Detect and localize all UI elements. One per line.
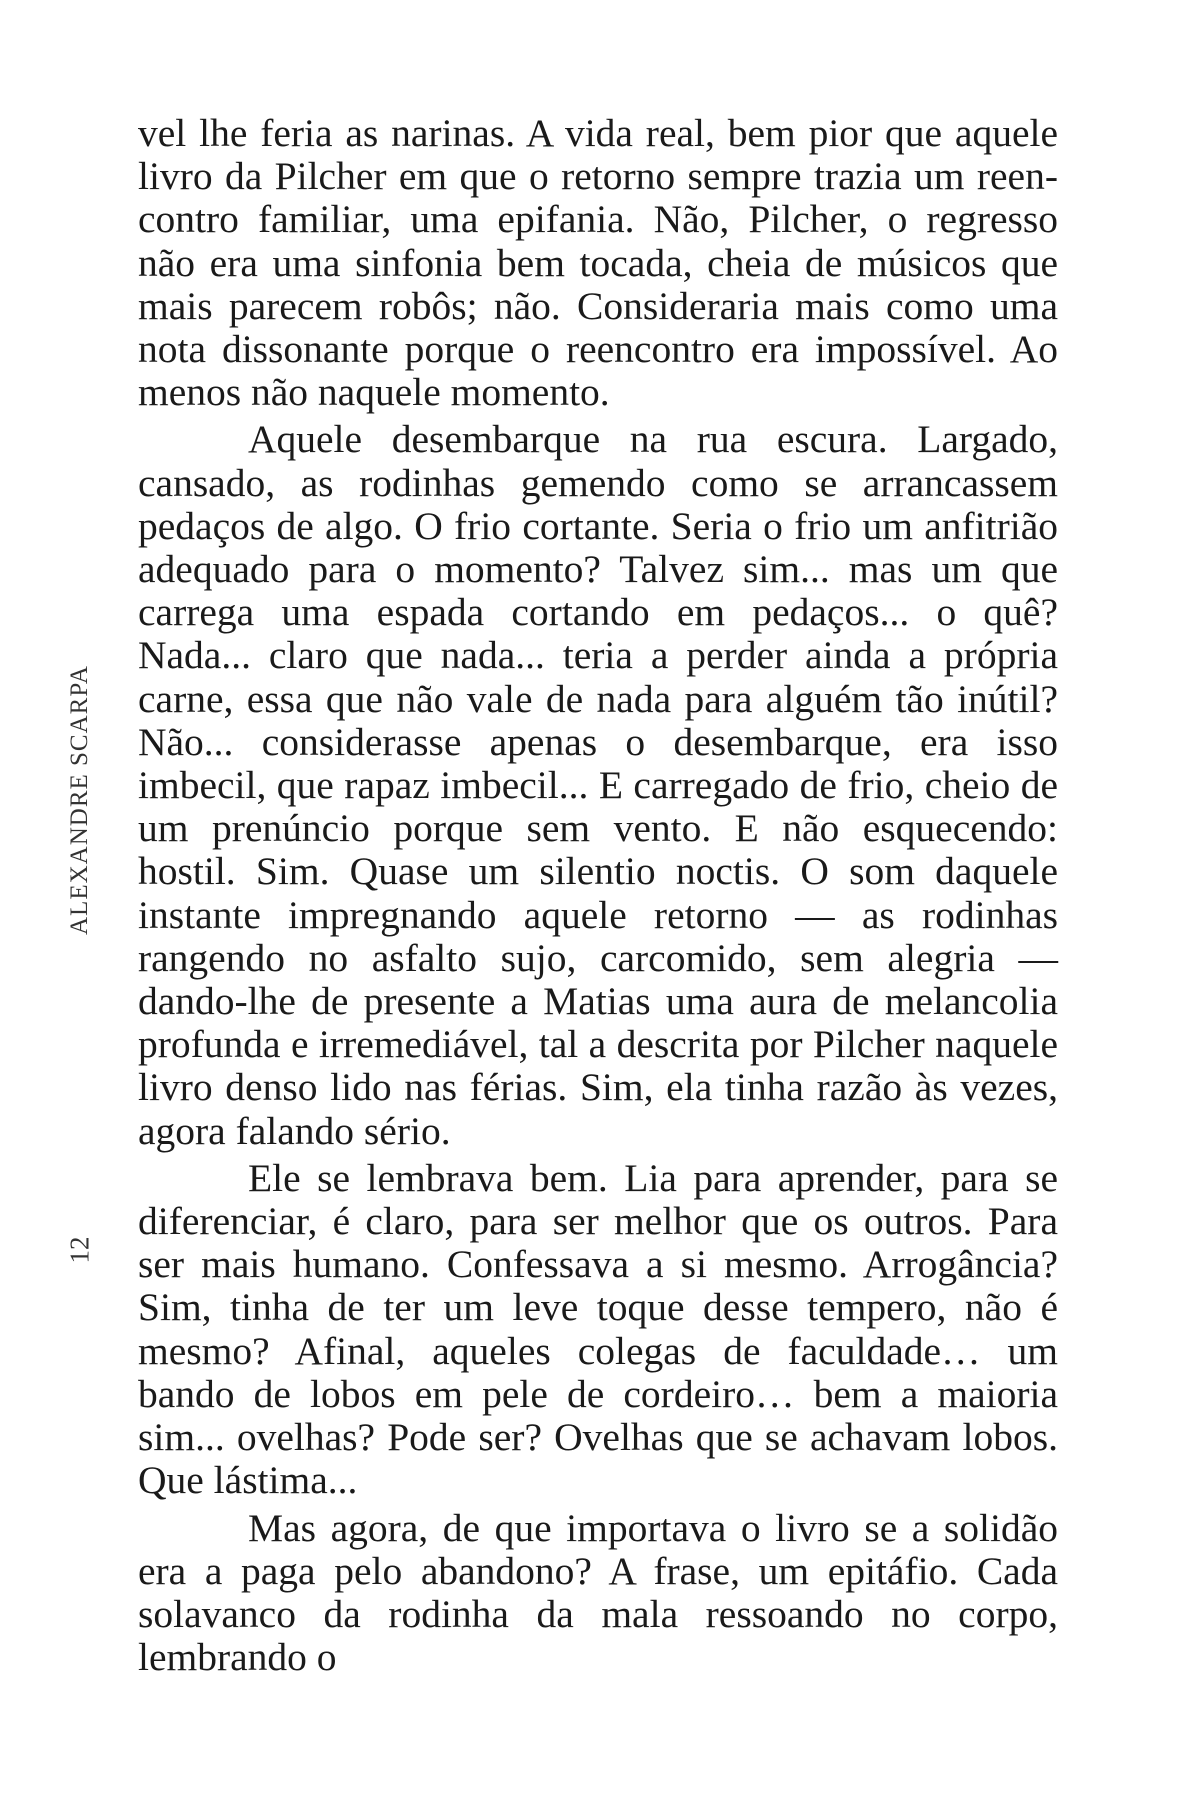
page-number: 12 xyxy=(64,1236,95,1264)
paragraph-4: Mas agora, de que importava o livro se a solidão era a paga pelo abandono? A frase, um epitáfio. Cada solavanco da rodinha da mala ressoando no corpo, lembrando o xyxy=(138,1505,1058,1680)
paragraph-3: Ele se lembrava bem. Lia para aprender, para se diferenciar, é claro, para ser melhor que os outros. Para ser mais humano. Confessava a si mesmo. Arrogância? Sim, tinha de ter um leve toque desse tempero, não é mesmo? Afinal, aqueles colegas de faculdade… um bando de lobos em pele de cordeiro… bem a maioria sim... ovelhas? Pode ser? Ovelhas que se achavam lobos. Que lástima... xyxy=(138,1155,1058,1503)
running-head-author: ALEXANDRE SCARPA xyxy=(66,665,93,935)
paragraph-2: Aquele desembarque na rua escura. Largado, cansado, as rodinhas gemendo como se arrancassem pedaços de algo. O frio cortante. Seria o frio um anfitrião adequado para o momento? Talvez sim... mas um que carrega uma espada cortando em pedaços... o quê? Nada... claro que nada... teria a perder ainda a própria carne, essa que não vale de nada para alguém tão inútil? Não... considerasse apenas o desembarque, era isso imbecil, que rapaz imbecil... E carregado de frio, cheio de um prenúncio porque sem vento. E não esquecendo: hostil. Sim. Quase um silentio noctis. O som daquele instante impregnando aquele retorno — as rodinhas rangendo no asfalto sujo, carcomido, sem alegria — dando-lhe de presente a Matias uma aura de melancolia profunda e irremediável, tal a descrita por Pilcher naquele livro denso lido nas férias. Sim, ela tinha razão às vezes, agora falando sério. xyxy=(138,417,1058,1153)
paragraph-1: vel lhe feria as narinas. A vida real, bem pior que aquele livro da Pilcher em que o retorno sempre trazia um reencontro familiar, uma epifania. Não, Pilcher, o regresso não era uma sinfonia bem tocada, cheia de músicos que mais parecem robôs; não. Consideraria mais como uma nota dissonante porque o reencontro era impossível. Ao menos não naquele momento. xyxy=(138,111,1058,415)
body-text xyxy=(138,112,1058,1679)
